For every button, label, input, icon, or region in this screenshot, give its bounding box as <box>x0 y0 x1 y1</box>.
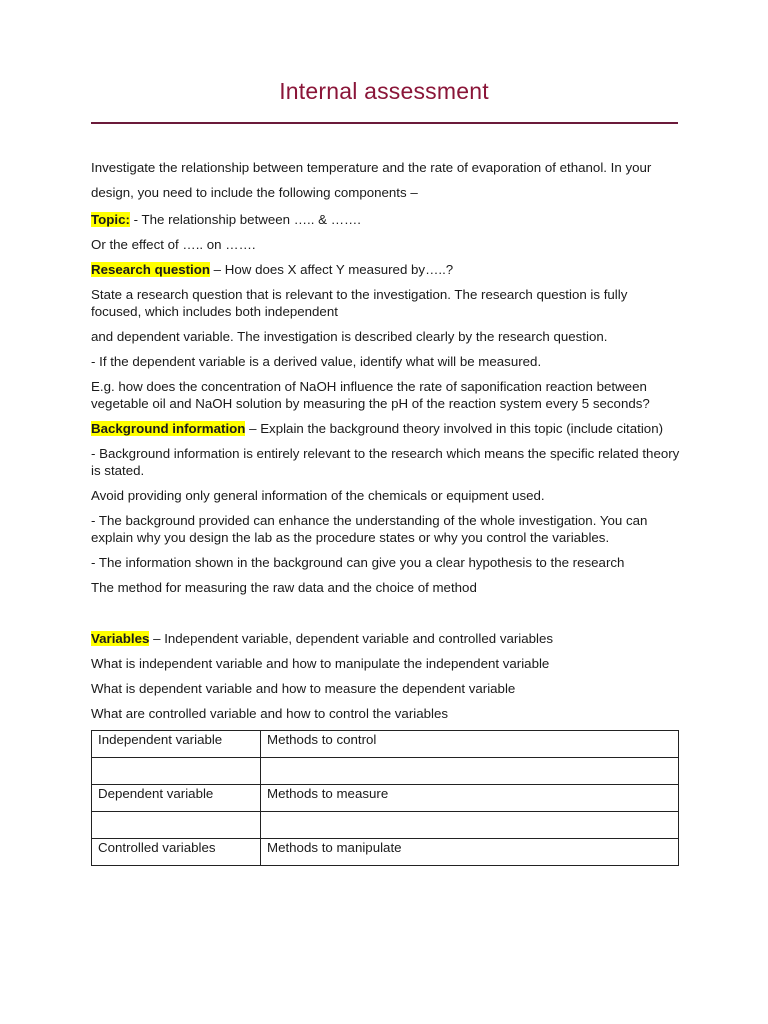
rq-paragraph-3: - If the dependent variable is a derived value, identify what will be measured. <box>91 354 542 369</box>
bg-paragraph-3: - The background provided can enhance the understanding of the whole investigation. You can explain why you design the lab as the procedure states or why you control the variables. <box>91 513 648 545</box>
table-row <box>92 839 679 866</box>
bg-paragraph-1: - Background information is entirely relevant to the research which means the specific related theory is stated. <box>91 446 680 478</box>
table-cell <box>261 812 679 839</box>
topic-label: Topic: <box>91 212 130 227</box>
variables-table <box>91 730 679 866</box>
table-cell <box>261 758 679 785</box>
table-cell: Dependent variable <box>92 785 261 812</box>
variables-paragraph <box>91 630 681 647</box>
topic-line2: Or the effect of ….. on ……. <box>91 237 256 252</box>
var-paragraph-3: What are controlled variable and how to control the variables <box>91 706 448 721</box>
research-question-paragraph <box>91 261 681 278</box>
table-cell: Controlled variables <box>92 839 261 866</box>
bg-paragraph-2: Avoid providing only general information of the chemicals or equipment used. <box>91 488 545 503</box>
research-question-label: Research question <box>91 262 210 277</box>
section-spacer <box>91 604 681 630</box>
table-cell: Methods to measure <box>261 785 679 812</box>
var-paragraph-1: What is independent variable and how to manipulate the independent variable <box>91 656 550 671</box>
table-row <box>92 785 679 812</box>
document-body <box>91 155 681 866</box>
rq-paragraph-2: and dependent variable. The investigation is described clearly by the research question. <box>91 329 608 344</box>
topic-paragraph <box>91 211 681 228</box>
variables-label: Variables <box>91 631 150 646</box>
table-cell <box>92 758 261 785</box>
topic-text: - The relationship between ….. & ……. <box>129 212 361 227</box>
table-cell <box>92 812 261 839</box>
research-question-text: – How does X affect Y measured by…..? <box>209 262 454 277</box>
table-row <box>92 758 679 785</box>
background-label: Background information <box>91 421 246 436</box>
table-cell: Methods to control <box>261 731 679 758</box>
bg-paragraph-4: - The information shown in the background can give you a clear hypothesis to the research <box>91 555 625 570</box>
table-cell: Methods to manipulate <box>261 839 679 866</box>
table-cell: Independent variable <box>92 731 261 758</box>
table-row <box>92 812 679 839</box>
variables-text: – Independent variable, dependent variable and controlled variables <box>149 631 554 646</box>
page-title: Internal assessment <box>279 78 489 104</box>
rq-paragraph-4: E.g. how does the concentration of NaOH influence the rate of saponification reaction between vegetable oil and NaOH solution by measuring the pH of the reaction system every 5 seconds? <box>91 379 650 411</box>
bg-paragraph-5: The method for measuring the raw data and the choice of method <box>91 580 477 595</box>
title-divider <box>91 122 678 124</box>
intro-paragraph: Investigate the relationship between temperature and the rate of evaporation of ethanol. In your design, you need to include the following components – <box>91 160 652 200</box>
background-paragraph <box>91 420 681 437</box>
rq-paragraph-1: State a research question that is relevant to the investigation. The research question is fully focused, which includes both independent <box>91 287 628 319</box>
table-row <box>92 731 679 758</box>
background-text: – Explain the background theory involved in this topic (include citation) <box>245 421 664 436</box>
var-paragraph-2: What is dependent variable and how to measure the dependent variable <box>91 681 516 696</box>
